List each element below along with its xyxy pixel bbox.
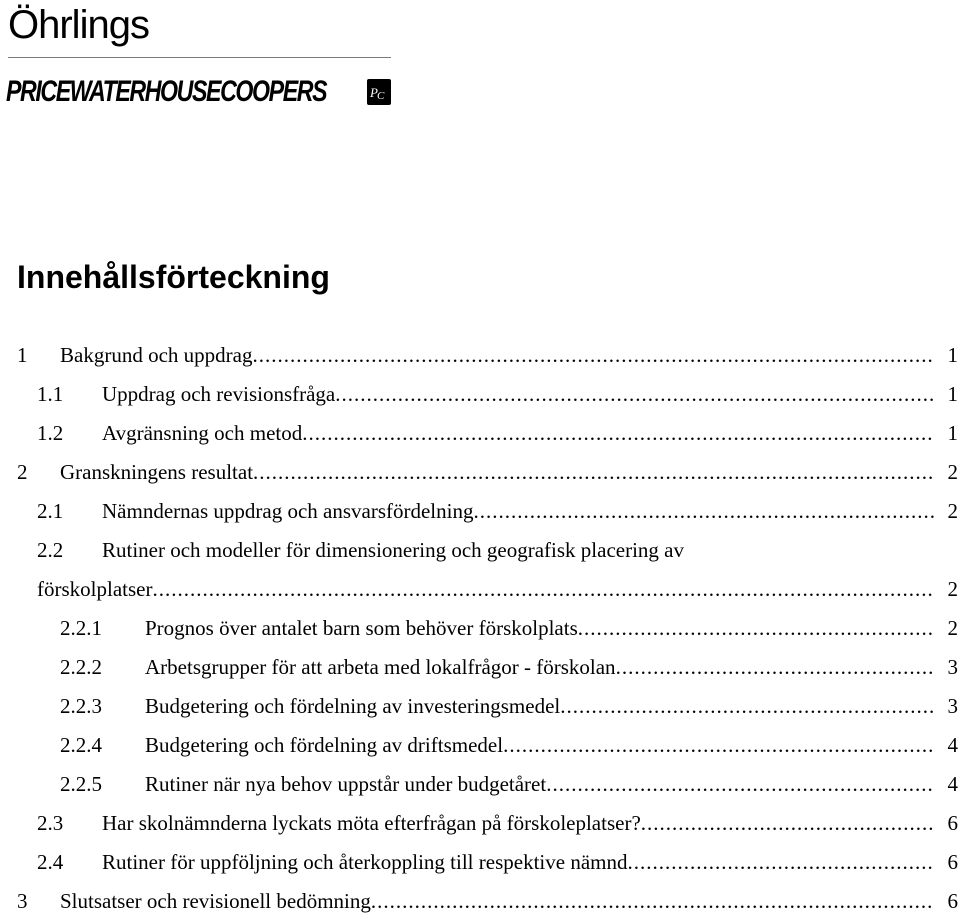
toc-entry-line — [60, 337, 960, 373]
toc-entry-label: Arbetsgrupper för att arbeta med lokalfrågor - förskolan — [145, 655, 616, 679]
toc-entry-label: förskolplatser — [37, 577, 153, 601]
toc-entry-number: 2.2.2 — [60, 655, 102, 679]
toc-entry-number: 2.1 — [37, 499, 64, 523]
toc-dot-leader — [560, 688, 934, 724]
toc-entry[interactable] — [0, 337, 960, 373]
toc-entry-page: 2 — [947, 577, 958, 601]
toc-entry-page: 1 — [947, 343, 958, 367]
toc-entry-page: 3 — [947, 694, 958, 718]
toc-dot-leader — [578, 610, 934, 646]
toc-entry-label: Slutsatser och revisionell bedömning — [60, 889, 371, 913]
pwc-wordmark-graphic — [6, 64, 328, 110]
toc-dot-leader — [302, 415, 934, 451]
toc-entry-number: 2.2.1 — [60, 616, 102, 640]
toc-entry-page: 2 — [947, 499, 958, 523]
toc-entry-line — [102, 805, 960, 841]
toc-entry-line — [37, 571, 960, 607]
toc-dot-leader — [616, 649, 934, 685]
toc-dot-leader — [252, 337, 934, 373]
toc-entry-line — [102, 493, 960, 529]
toc-entry-number: 2.2 — [37, 538, 64, 562]
toc-entry[interactable] — [0, 649, 960, 685]
firm-name: Öhrlings — [8, 3, 149, 47]
toc-entry-label: Avgränsning och metod — [102, 421, 303, 445]
toc-entry[interactable] — [0, 610, 960, 646]
toc-entry-page: 1 — [947, 421, 958, 445]
toc-entry-line — [102, 376, 960, 412]
toc-entry-label: Rutiner för uppföljning och återkoppling till respektive nämnd — [102, 850, 628, 874]
toc-entry-number: 2.4 — [37, 850, 64, 874]
toc-entry-line — [102, 415, 960, 451]
toc-dot-leader — [641, 805, 934, 841]
toc-entry-line — [145, 649, 960, 685]
toc-entry-label: Har skolnämnderna lyckats möta efterfrågan på förskoleplatser? — [102, 811, 641, 835]
toc-entry[interactable] — [0, 376, 960, 412]
toc-entry-page: 2 — [947, 460, 958, 484]
toc-entry-label: Rutiner och modeller för dimensionering och geografisk placering av — [102, 538, 684, 562]
toc-entry[interactable] — [0, 532, 960, 568]
toc-dot-leader — [627, 844, 934, 880]
svg-text:C: C — [377, 90, 385, 102]
toc-entry[interactable] — [0, 415, 960, 451]
toc-entry-line — [145, 688, 960, 724]
toc-dot-leader — [335, 376, 934, 412]
toc-entry-page: 3 — [947, 655, 958, 679]
toc-entry-label: Prognos över antalet barn som behöver förskolplats — [145, 616, 578, 640]
toc-entry-page: 6 — [947, 889, 958, 913]
toc-entry-number: 2 — [17, 460, 28, 484]
toc-entry-number: 2.2.3 — [60, 694, 102, 718]
toc-entry-continuation[interactable] — [0, 571, 960, 607]
toc-dot-leader — [253, 454, 934, 490]
toc-title: Innehållsförteckning — [17, 259, 330, 295]
toc-entry-label: Budgetering och fördelning av investeringsmedel — [145, 694, 561, 718]
toc-dot-leader — [152, 571, 934, 607]
toc-entry-label: Nämndernas uppdrag och ansvarsfördelning — [102, 499, 474, 523]
toc-entry-page: 4 — [947, 772, 958, 796]
toc-entry-number: 1.2 — [37, 421, 64, 445]
toc-entry-number: 1 — [17, 343, 28, 367]
svg-text:P: P — [370, 85, 378, 100]
toc-entry-number: 2.2.4 — [60, 733, 102, 757]
toc-dot-leader — [473, 493, 934, 529]
toc-entry[interactable] — [0, 493, 960, 529]
toc-entry[interactable] — [0, 805, 960, 841]
toc-entry-label: Granskningens resultat — [60, 460, 254, 484]
toc-entry[interactable] — [0, 454, 960, 490]
toc-entry-page: 2 — [947, 616, 958, 640]
logo-divider — [8, 57, 391, 58]
toc-dot-leader — [546, 766, 934, 802]
toc-entry[interactable] — [0, 727, 960, 763]
toc-entry-label: Budgetering och fördelning av driftsmedel — [145, 733, 504, 757]
toc-dot-leader — [503, 727, 934, 763]
toc-entry-label: Uppdrag och revisionsfråga — [102, 382, 336, 406]
toc-entry-page: 4 — [947, 733, 958, 757]
pwc-emblem-icon — [367, 79, 391, 105]
toc-entry-label: Bakgrund och uppdrag — [60, 343, 253, 367]
toc-entry-number: 2.3 — [37, 811, 64, 835]
toc-entry[interactable] — [0, 766, 960, 802]
toc-entry-label: Rutiner när nya behov uppstår under budgetåret — [145, 772, 547, 796]
toc-entry-page: 6 — [947, 811, 958, 835]
toc-entry-page: 1 — [947, 382, 958, 406]
toc-entry[interactable] — [0, 688, 960, 724]
pwc-logo — [6, 70, 356, 116]
toc-entry-page: 6 — [947, 850, 958, 874]
toc-entry[interactable] — [0, 844, 960, 880]
toc-entry-line — [60, 454, 960, 490]
toc-entry-line — [145, 610, 960, 646]
toc-entry-number: 1.1 — [37, 382, 64, 406]
toc-entry-number: 2.2.5 — [60, 772, 102, 796]
toc-entry-line — [145, 766, 960, 802]
pwc-wordmark-letters: PRICEWATERHOUSECOOPERS — [6, 74, 328, 109]
pwc-logo-text — [6, 64, 328, 116]
toc-entry-line — [102, 844, 960, 880]
toc-entry-number: 3 — [17, 889, 28, 913]
toc-entry-line — [145, 727, 960, 763]
